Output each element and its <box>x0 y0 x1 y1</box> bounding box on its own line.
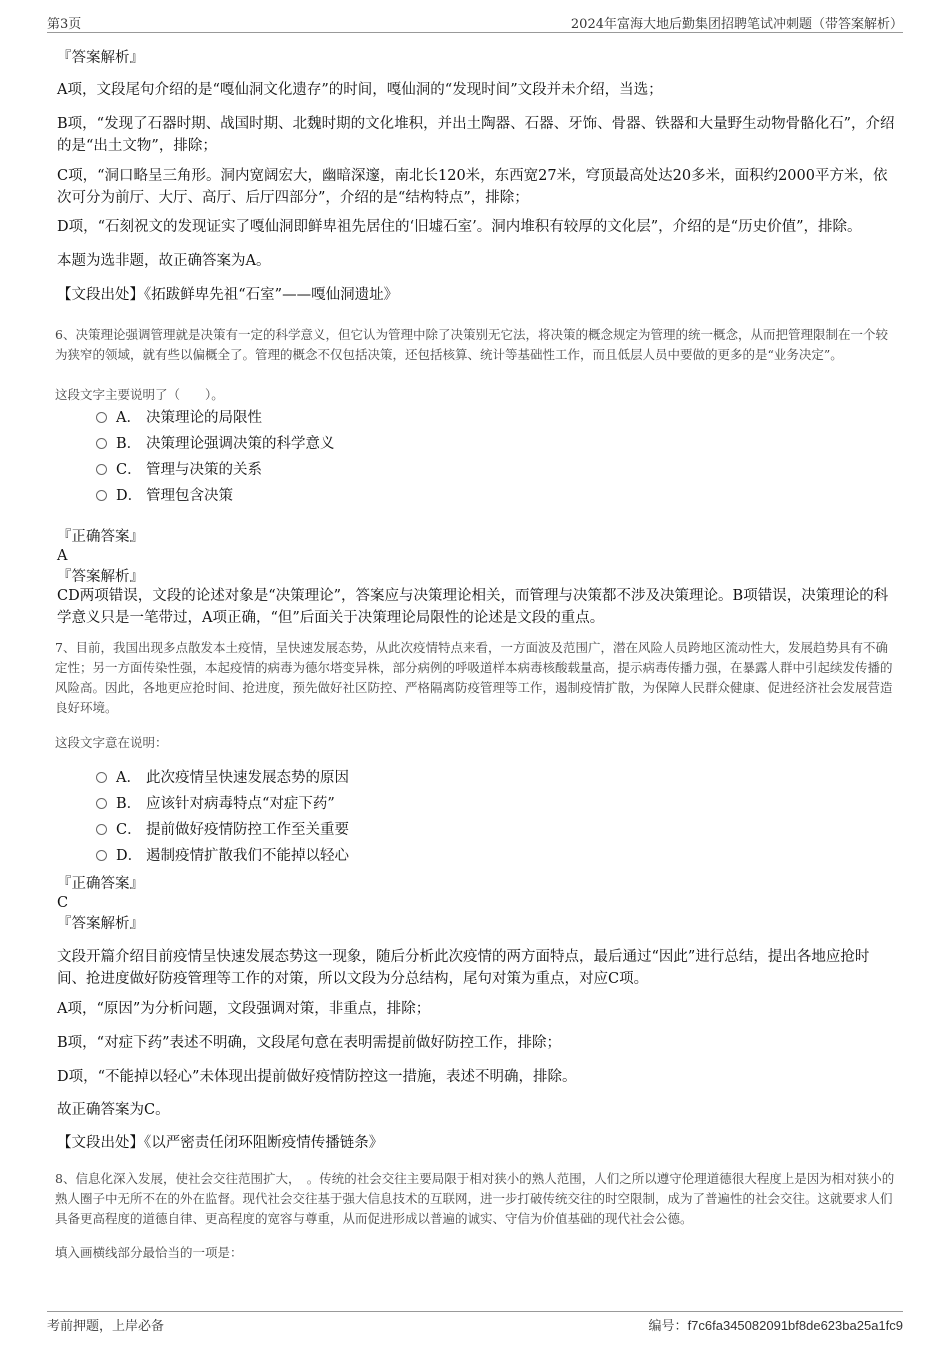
document-code: 编号：f7c6fa345082091bf8de623ba25a1fc9 <box>648 1318 903 1334</box>
q8-stem: 8、信息化深入发展，使社会交往范围扩大， 。传统的社会交往主要局限于相对狭小的熟人范围，人们之所以遵守伦理道德很大程度上是因为相对狭小的熟人圈子中无所不在的外在监督。现代社会交往基于强大信息技术的互联网，进一步打破传统交往的时空限制，成为了普遍性的社会交往。这就要求人们具备更高程度的道德自律、更高程度的宽容与尊重，从而促进形成以普遍的诚实、守信为价值基础的现代社会公德。 <box>55 1171 895 1226</box>
q7-answer-label: 『正确答案』 <box>57 876 144 892</box>
q7-option-a[interactable]: A． 此次疫情呈快速发展态势的原因 <box>96 767 349 789</box>
q7-option-c[interactable]: C． 提前做好疫情防控工作至关重要 <box>96 819 349 841</box>
q6-question: 这段文字主要说明了（ ）。 <box>55 387 224 402</box>
page-header <box>0 0 950 34</box>
q5-conclusion: 本题为选非题，故正确答案为A。 <box>57 253 271 269</box>
footer-slogan: 考前押题，上岸必备 <box>47 1319 165 1334</box>
q5-analysis-a: A项，文段尾句介绍的是“嘎仙洞文化遗存”的时间，嘎仙洞的“发现时间”文段并未介绍，当选； <box>57 82 663 98</box>
q7-analysis-d: D项，“不能掉以轻心”未体现出提前做好疫情防控这一措施，表述不明确，排除。 <box>57 1069 577 1085</box>
q6-option-c[interactable]: C． 管理与决策的关系 <box>96 459 262 481</box>
q6-stem: 6、决策理论强调管理就是决策有一定的科学意义，但它认为管理中除了决策别无它法，将决策的概念规定为管理的统一概念，从而把管理限制在一个较为狭窄的领域，就有些以偏概全了。管理的概念不仅包括决策，还包括核算、统计等基础性工作，而且低层人员中要做的更多的是“业务决定”。 <box>55 327 888 362</box>
q7-conclusion: 故正确答案为C。 <box>57 1102 170 1118</box>
q7-answer: C <box>57 895 69 911</box>
q7-analysis-label: 『答案解析』 <box>57 916 144 932</box>
radio-icon[interactable] <box>96 798 107 809</box>
radio-icon[interactable] <box>96 438 107 449</box>
q6-option-a[interactable]: A． 决策理论的局限性 <box>96 407 262 429</box>
q6-analysis-label: 『答案解析』 <box>57 569 144 585</box>
q7-analysis-b: B项，“对症下药”表述不明确，文段尾句意在表明需提前做好防控工作，排除； <box>57 1035 561 1051</box>
q5-analysis-d: D项，“石刻祝文的发现证实了嘎仙洞即鲜卑祖先居住的‘旧墟石室’。洞内堆积有较厚的文化层”，介绍的是“历史价值”，排除。 <box>57 219 862 235</box>
q5-analysis-label: 『答案解析』 <box>57 50 144 66</box>
radio-icon[interactable] <box>96 412 107 423</box>
header-divider <box>47 32 903 33</box>
radio-icon[interactable] <box>96 772 107 783</box>
q5-analysis-c: C项，“洞口略呈三角形。洞内宽阔宏大，幽暗深邃，南北长120米，东西宽27米，穹顶最高处达20多米，面积约2000平方米，依次可分为前厅、大厅、高厅、后厅四部分”，介绍的是“结构特点”，排除； <box>57 168 888 206</box>
page-number: 第3页 <box>47 17 82 32</box>
radio-icon[interactable] <box>96 464 107 475</box>
q7-analysis-a: A项，“原因”为分析问题，文段强调对策，非重点，排除； <box>57 1001 431 1017</box>
q8-question: 填入画横线部分最恰当的一项是： <box>55 1245 243 1260</box>
q6-option-d[interactable]: D． 管理包含决策 <box>96 485 233 507</box>
q7-option-d[interactable]: D． 遏制疫情扩散我们不能掉以轻心 <box>96 845 349 867</box>
q7-question: 这段文字意在说明： <box>55 735 168 750</box>
q7-option-b[interactable]: B． 应该针对病毒特点“对症下药” <box>96 793 335 815</box>
q5-analysis-b: B项，“发现了石器时期、战国时期、北魏时期的文化堆积，并出土陶器、石器、牙饰、骨器、铁器和大量野生动物骨骼化石”，介绍的是“出土文物”，排除； <box>57 116 895 154</box>
radio-icon[interactable] <box>96 824 107 835</box>
q7-stem: 7、目前，我国出现多点散发本土疫情，呈快速发展态势，从此次疫情特点来看，一方面波及范围广，潜在风险人员跨地区流动性大，发展趋势具有不确定性；另一方面传染性强，本起疫情的病毒为德尔塔变异株，部分病例的呼吸道样本病毒核酸载量高，提示病毒传播力强，在暴露人群中引起续发传播的风险高。因此，各地更应抢时间、抢进度，预先做好社区防控、严格隔离防疫管理等工作，遏制疫情扩散，为保障人民群众健康、促进经济社会发展营造良好环境。 <box>55 640 893 715</box>
q7-source: 【文段出处】《以严密责任闭环阻断疫情传播链条》 <box>57 1135 384 1151</box>
q6-answer: A <box>57 548 68 564</box>
footer-divider <box>47 1311 903 1312</box>
radio-icon[interactable] <box>96 850 107 861</box>
radio-icon[interactable] <box>96 490 107 501</box>
q6-option-b[interactable]: B． 决策理论强调决策的科学意义 <box>96 433 335 455</box>
q5-source: 【文段出处】《拓跋鲜卑先祖“石室”——嘎仙洞遗址》 <box>57 287 399 303</box>
document-title: 2024年富海大地后勤集团招聘笔试冲刺题（带答案解析） <box>570 17 903 32</box>
q7-analysis: 文段开篇介绍目前疫情呈快速发展态势这一现象，随后分析此次疫情的两方面特点，最后通过“因此”进行总结，提出各地应抢时间、抢进度做好防疫管理等工作的对策，所以文段为分总结构，尾句对策为重点，对应C项。 <box>57 949 870 987</box>
q6-analysis: CD两项错误，文段的论述对象是“决策理论”，答案应与决策理论相关，而管理与决策都不涉及决策理论。B项错误，决策理论的科学意义只是一笔带过，A项正确，“但”后面关于决策理论局限性的论述是文段的重点。 <box>57 588 889 626</box>
q6-answer-label: 『正确答案』 <box>57 529 144 545</box>
